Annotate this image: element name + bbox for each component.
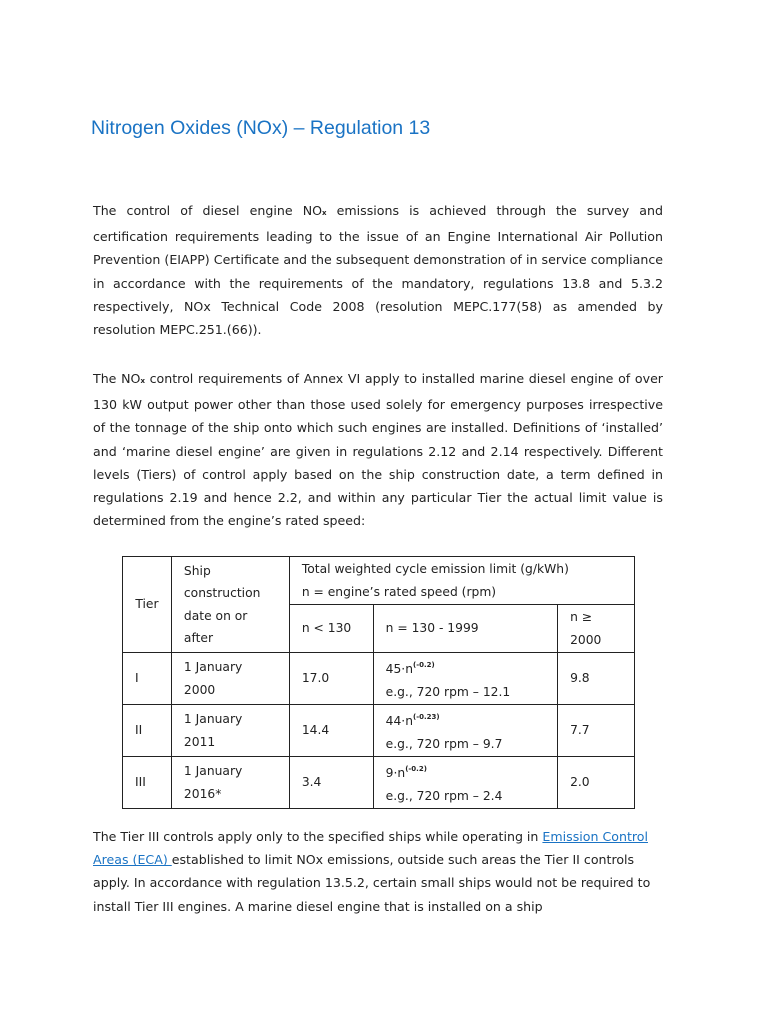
limit-mid-cell bbox=[373, 653, 557, 705]
p2-text-b: control requirements of Annex VI apply to installed marine diesel engine of over 130 kW output power other than those used solely for emergency purposes irrespective of the tonnage of the ship onto which such engines are installed. Definitions of ‘installed’ and ‘marine diesel engine’ are given in regulations 2.12 and 2.14 respectively. Different levels (Tiers) of control apply based on the ship construction date, a term defined in regulations 2.19 and hence 2.2, and within any particular Tier the actual limit value is determined from the engine’s rated speed: bbox=[93, 371, 663, 529]
p2-text-a: The NO bbox=[93, 371, 141, 386]
paragraph-control-requirements bbox=[93, 367, 663, 532]
date-cell: 1 January 2000 bbox=[171, 653, 289, 705]
limit-high-cell: 2.0 bbox=[558, 757, 635, 809]
limit-mid-cell bbox=[373, 705, 557, 757]
formula bbox=[386, 706, 545, 733]
limit-high-cell: 9.8 bbox=[558, 653, 635, 705]
paragraph-tier-iii bbox=[93, 825, 663, 918]
limit-high-cell: 7.7 bbox=[558, 705, 635, 757]
limit-low-cell: 3.4 bbox=[289, 757, 373, 809]
p1-text-a: The control of diesel engine NO bbox=[93, 203, 323, 218]
formula-base: 9·n bbox=[385, 766, 406, 780]
page-title: Nitrogen Oxides (NOx) – Regulation 13 bbox=[91, 117, 431, 139]
p3-text-b: established to limit NOx emissions, outside such areas the Tier II controls apply. In accordance with regulation 13.5.2, certain small ships would not be required to install Tier III engines. A marine diesel engine that is installed on a ship bbox=[93, 852, 651, 914]
date-cell: 1 January 2011 bbox=[171, 705, 289, 757]
speed-low-header: n < 130 bbox=[289, 605, 373, 653]
formula-base: 44·n bbox=[385, 714, 414, 728]
date-cell: 1 January 2016* bbox=[171, 757, 289, 809]
tier-limits-table bbox=[122, 556, 635, 809]
limit-mid-cell bbox=[373, 757, 557, 809]
p3-text-a: The Tier III controls apply only to the specified ships while operating in bbox=[93, 829, 543, 844]
date-header: Ship construction date on or after bbox=[171, 557, 289, 653]
paragraph-emissions-control bbox=[93, 199, 663, 341]
formula-base: 45·n bbox=[385, 662, 414, 676]
speed-high-header: n ≥ 2000 bbox=[558, 605, 635, 653]
formula bbox=[386, 654, 545, 681]
formula-exponent: (-0.2) bbox=[413, 661, 435, 669]
p1-subscript: x bbox=[322, 209, 327, 217]
formula-example: e.g., 720 rpm – 2.4 bbox=[385, 788, 503, 803]
formula-example: e.g., 720 rpm – 9.7 bbox=[385, 736, 503, 751]
table-header-row bbox=[123, 557, 635, 605]
tier-header: Tier bbox=[123, 557, 172, 653]
formula bbox=[386, 758, 545, 785]
limit-header bbox=[289, 557, 634, 605]
limit-low-cell: 17.0 bbox=[289, 653, 373, 705]
limit-low-cell: 14.4 bbox=[289, 705, 373, 757]
eca-link[interactable]: Emission Control Areas (ECA) bbox=[93, 829, 648, 868]
tier-cell: II bbox=[123, 705, 172, 757]
formula-example: e.g., 720 rpm – 12.1 bbox=[385, 684, 511, 699]
table-row bbox=[123, 705, 635, 757]
tier-cell: I bbox=[123, 653, 172, 705]
tier-cell: III bbox=[123, 757, 172, 809]
table-row bbox=[123, 757, 635, 809]
table-row bbox=[123, 653, 635, 705]
speed-mid-header: n = 130 - 1999 bbox=[373, 605, 557, 653]
formula-exponent: (-0.23) bbox=[413, 713, 440, 721]
limit-header-line1: Total weighted cycle emission limit (g/kWh) bbox=[301, 562, 569, 576]
formula-exponent: (-0.2) bbox=[405, 765, 427, 773]
limit-header-line2: n = engine’s rated speed (rpm) bbox=[301, 584, 497, 599]
p1-text-b: emissions is achieved through the survey and certification requirements leading to the issue of an Engine International Air Pollution Prevention (EIAPP) Certificate and the subsequent demonstration of in service compliance in accordance with the requirements of the mandatory, regulations 13.8 and 5.3.2 respectively, NOx Technical Code 2008 (resolution MEPC.177(58) as amended by resolution MEPC.251.(66)). bbox=[93, 203, 663, 338]
p2-subscript: x bbox=[140, 377, 145, 385]
